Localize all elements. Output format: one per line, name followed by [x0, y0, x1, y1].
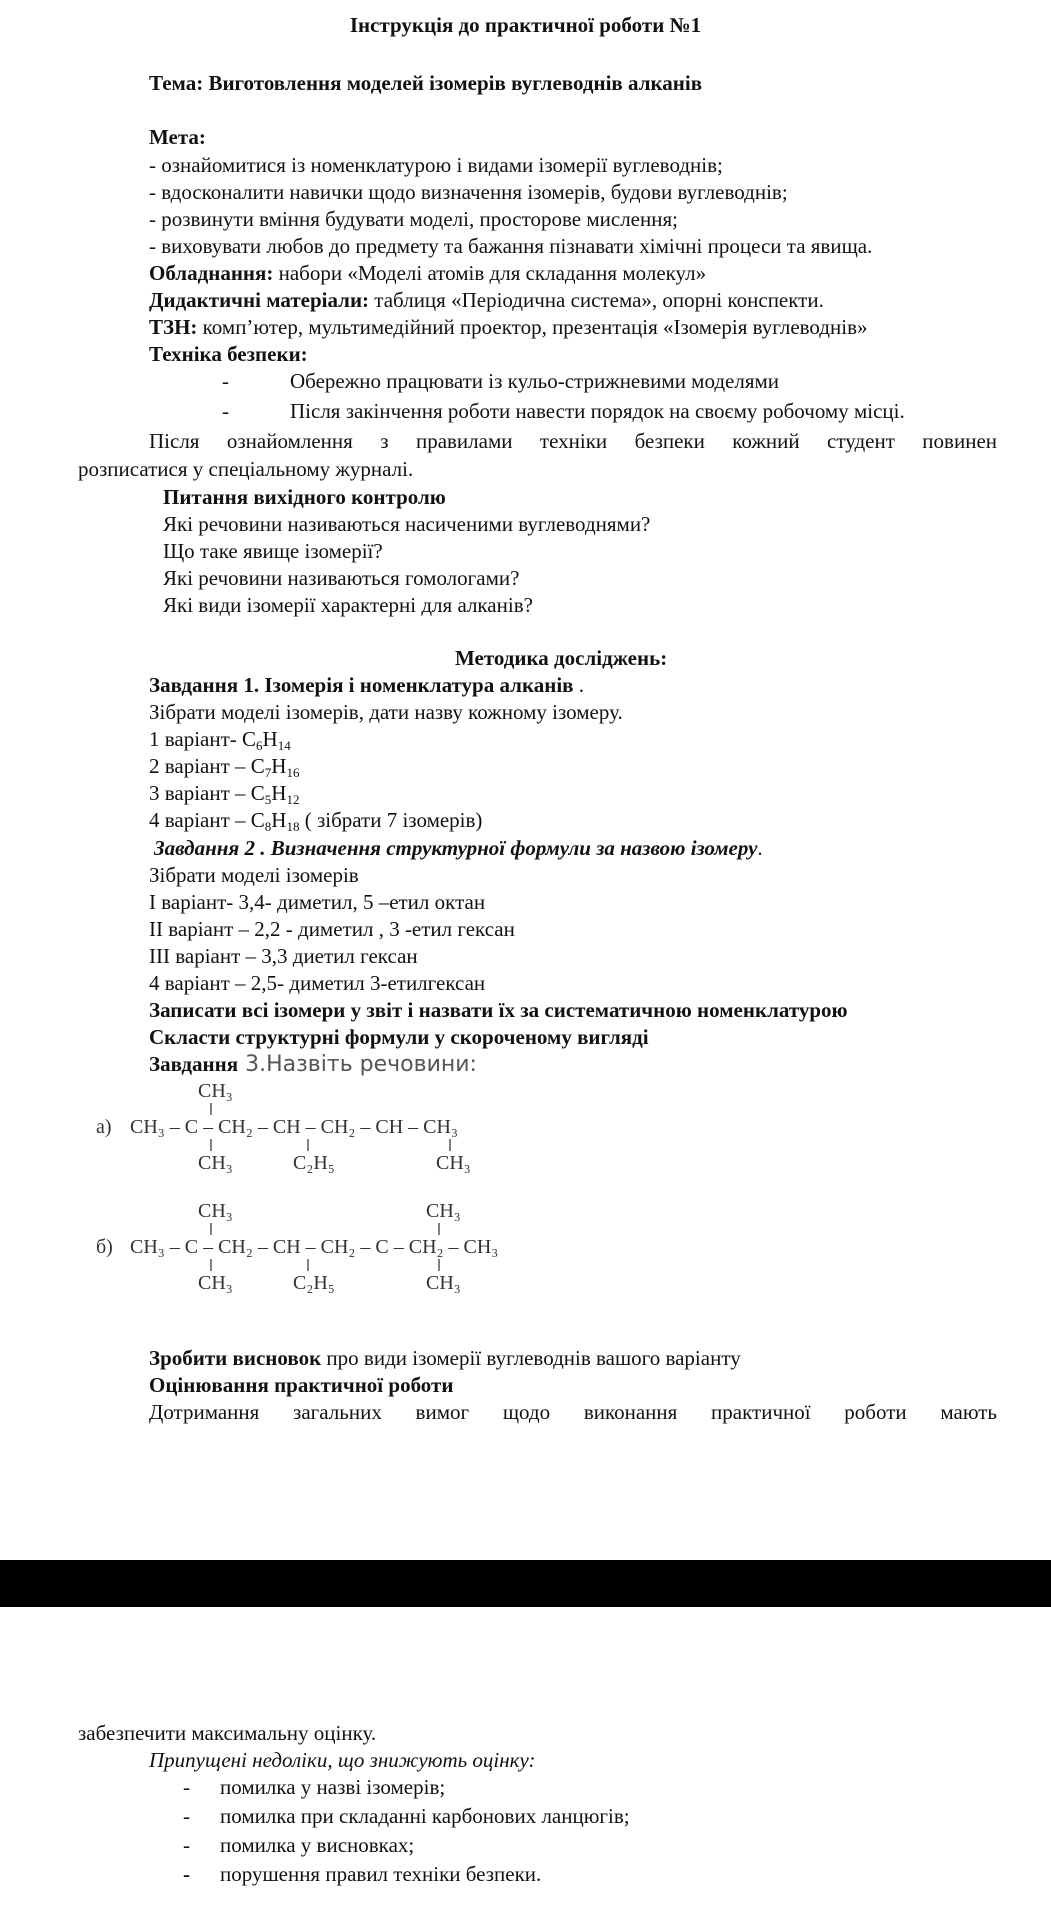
control-question: Які речовини називаються гомологами? — [163, 566, 520, 590]
formula-b-bottom-ch: C₂H₅ — [293, 1272, 335, 1294]
task1-heading: Завдання 1. Ізомерія і номенклатура алканів . — [149, 673, 585, 697]
safety-item: Обережно працювати із кульо-стрижневими моделями — [290, 369, 780, 393]
task2-bold-instruction: Записати всі ізомери у звіт і назвати їх за систематичною номенклатурою — [149, 998, 848, 1022]
task2-heading: Завдання 2 . Визначення структурної формули за назвою ізомеру. — [154, 836, 763, 860]
equipment-text: набори «Моделі атомів для складання молекул» — [273, 261, 707, 285]
control-heading: Питання вихідного контролю — [163, 485, 446, 509]
shortcoming-item: помилка у висновках; — [220, 1833, 415, 1857]
didactic-text: таблиця «Періодична система», опорні конспекти. — [369, 288, 824, 312]
black-band — [0, 1560, 1051, 1607]
formula-b-chain: CH₃ – C – CH₂ – CH – CH₂ – C – CH₂ – CH₃ — [130, 1236, 499, 1258]
safety-note-line2: розписатися у спеціальному журналі. — [78, 457, 414, 481]
shortcoming-item: помилка у назві ізомерів; — [220, 1775, 446, 1799]
task2-instruction: Зібрати моделі ізомерів — [149, 863, 359, 887]
structural-formulas — [78, 1073, 598, 1313]
bullet-dash: - — [183, 1775, 190, 1799]
tzn-text: комп’ютер, мультимедійний проектор, презентація «Ізомерія вуглеводнів» — [197, 315, 868, 339]
formula-b-bottom-c2: CH₃ — [426, 1272, 461, 1294]
control-question: Що таке явище ізомерії? — [163, 539, 383, 563]
task2-variant: III варіант – 3,3 диетил гексан — [149, 944, 418, 968]
formula-a-bottom-ch: C₂H₅ — [293, 1152, 335, 1174]
control-question: Які речовини називаються насиченими вуглеводнями? — [163, 512, 651, 536]
bullet-dash: - — [183, 1804, 190, 1828]
formula-b-letter: б) — [96, 1236, 113, 1258]
bullet-dash: - — [222, 399, 229, 423]
goal-item: - вдосконалити навички щодо визначення ізомерів, будови вуглеводнів; — [149, 180, 788, 204]
task2-variant: 4 варіант – 2,5- диметил 3-етилгексан — [149, 971, 486, 995]
equipment-label: Обладнання: — [149, 261, 274, 285]
formula-b-top-c1: CH₃ — [198, 1200, 233, 1222]
safety-label: Техніка безпеки: — [149, 342, 308, 366]
task1-instruction: Зібрати моделі ізомерів, дати назву кожному ізомеру. — [149, 700, 623, 724]
didactic-line — [149, 287, 824, 314]
task1-variant: 3 варіант – $C_5H_{12}$ — [149, 781, 300, 807]
formula-b-bottom-c1: CH₃ — [198, 1272, 233, 1294]
evaluation-line1: Дотримання загальних вимог щодо виконання практичної роботи мають — [149, 1400, 997, 1424]
shortcoming-item: помилка при складанні карбонових ланцюгів; — [220, 1804, 630, 1828]
bullet-dash: - — [222, 369, 229, 393]
task2-variant: I варіант- 3,4- диметил, 5 –етил октан — [149, 890, 486, 914]
formula-b-top-c2: CH₃ — [426, 1200, 461, 1222]
goal-item: - ознайомитися із номенклатурою і видами ізомерії вуглеводнів; — [149, 153, 723, 177]
conclusion-line: Зробити висновок про види ізомерії вуглеводнів вашого варіанту — [149, 1346, 741, 1370]
topic-label: Тема: — [149, 71, 204, 95]
formula-a-letter: а) — [96, 1116, 112, 1138]
topic-text: Виготовлення моделей ізомерів вуглеводнів алканів — [208, 71, 703, 95]
didactic-label: Дидактичні матеріали: — [149, 288, 370, 312]
tzn-label: ТЗН: — [149, 315, 198, 339]
tzn-line — [149, 314, 867, 341]
task1-variant: 2 варіант – $C_7H_{16}$ — [149, 754, 300, 780]
shortcomings-heading: Припущені недоліки, що знижують оцінку: — [149, 1748, 536, 1772]
evaluation-heading: Оцінювання практичної роботи — [149, 1373, 454, 1397]
goal-item: - виховувати любов до предмету та бажання пізнавати хімічні процеси та явища. — [149, 234, 873, 258]
safety-item: Після закінчення роботи навести порядок на своєму робочому місці. — [290, 399, 905, 423]
task2-variant: II варіант – 2,2 - диметил , 3 -етил гексан — [149, 917, 515, 941]
task1-variant: 4 варіант – $C_8H_{18}$ ( зібрати 7 ізомерів) — [149, 808, 483, 834]
task3-line: Завдання 3.Назвіть речовини: — [149, 1052, 477, 1077]
formula-a-chain: CH₃ – C – CH₂ – CH – CH₂ – CH – CH₃ — [130, 1116, 458, 1138]
formula-a-top-c: CH₃ — [198, 1080, 233, 1102]
formula-a-bottom-ch2: CH₃ — [436, 1152, 471, 1174]
formula-a-bottom-c: CH₃ — [198, 1152, 233, 1174]
task1-variant: 1 варіант- $C_6H_{14}$ — [149, 727, 291, 753]
control-question: Які види ізомерії характерні для алканів? — [163, 593, 533, 617]
goal-label: Мета: — [149, 125, 206, 149]
safety-note-line1: Після ознайомлення з правилами техніки безпеки кожний студент повинен — [149, 429, 997, 453]
topic-line — [149, 70, 702, 97]
shortcoming-item: порушення правил техніки безпеки. — [220, 1862, 542, 1886]
evaluation-line2: забезпечити максимальну оцінку. — [78, 1721, 377, 1745]
equipment-line — [149, 260, 706, 287]
bullet-dash: - — [183, 1862, 190, 1886]
task2-bold-instruction: Скласти структурні формули у скороченому вигляді — [149, 1025, 649, 1049]
methods-heading: Методика досліджень: — [455, 646, 668, 670]
goal-item: - розвинути вміння будувати моделі, просторове мислення; — [149, 207, 678, 231]
bullet-dash: - — [183, 1833, 190, 1857]
page-title: Інструкція до практичної роботи №1 — [349, 13, 702, 37]
